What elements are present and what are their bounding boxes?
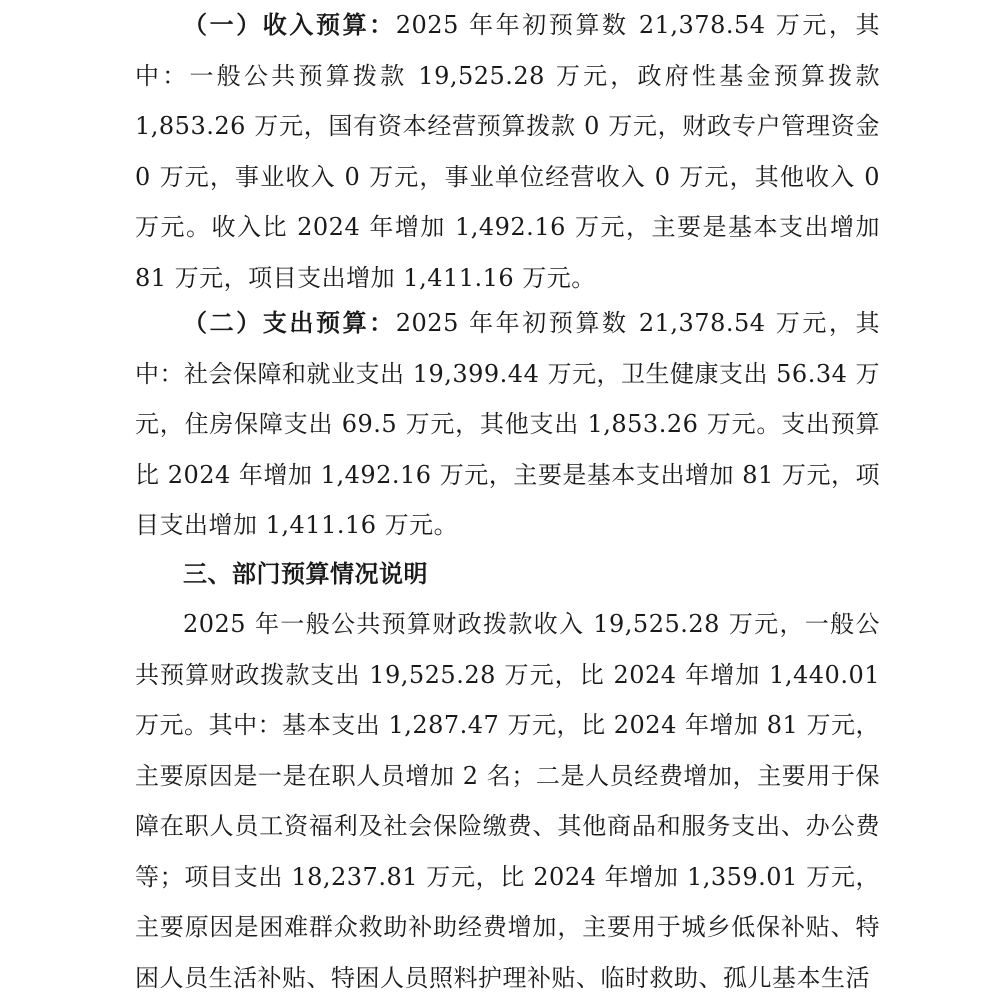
income-budget-lead: （一）收入预算： bbox=[183, 11, 396, 39]
section-heading: 三、部门预算情况说明 bbox=[183, 560, 428, 588]
income-budget-text: 2025 年年初预算数 21,378.54 万元，其中：一般公共预算拨款 19,525.28 万元，政府性基金预算拨款 1,853.26 万元，国有资本经营预算拨款 0 万元，财政专户管理资金 0 万元，事业收入 0 万元，事业单位经营收入 0 万元，其他收入 0 万元。收入比 2024 年增加 1,492.16 万元，主要是基本支出增加 81 万元，项目支出增加 1,411.16 万元。 bbox=[135, 11, 881, 292]
expense-budget-lead: （二）支出预算： bbox=[183, 309, 396, 337]
department-budget-paragraph: 2025 年一般公共预算财政拨款收入 19,525.28 万元，一般公共预算财政拨款支出 19,525.28 万元，比 2024 年增加 1,440.01 万元。其中：基本支出 1,287.47 万元，比 2024 年增加 81 万元，主要原因是一是在职人员增加 2 名；二是人员经费增加，主要用于保障在职人员工资福利及社会保险缴费、其他商品和服务支出、办公费等；项目支出 18,237.81 万元，比 2024 年增加 1,359.01 万元，主要原因是困难群众救助补助经费增加，主要用于城乡低保补贴、特困人员生活补贴、特困人员照料护理补贴、临时救助、孤儿基本生活 bbox=[135, 610, 880, 992]
expense-budget-paragraph bbox=[135, 298, 880, 551]
income-budget-paragraph bbox=[135, 0, 880, 303]
expense-budget-text: 2025 年年初预算数 21,378.54 万元，其中：社会保障和就业支出 19,399.44 万元，卫生健康支出 56.34 万元，住房保障支出 69.5 万元，其他支出 1,853.26 万元。支出预算比 2024 年增加 1,492.16 万元，主要是基本支出增加 81 万元，项目支出增加 1,411.16 万元。 bbox=[135, 309, 881, 539]
